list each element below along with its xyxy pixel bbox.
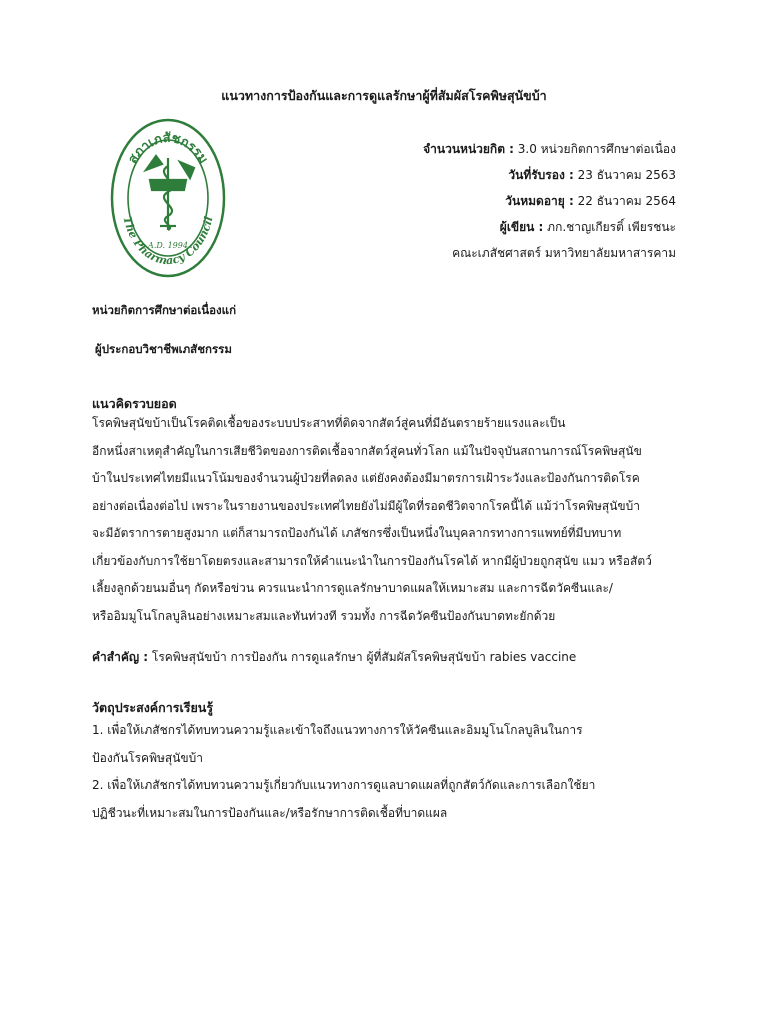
summary-line: เกี่ยวข้องกับการใช้ยาโดยตรงและสามารถให้คำแนะนำในการป้องกันโรคได้ หากมีผู้ป่วยถูกสุนัข แมว หรือสัตว์	[92, 553, 652, 568]
credit-unit-audience: ผู้ประกอบวิชาชีพเภสัชกรรม	[95, 342, 232, 356]
keywords-value: โรคพิษสุนัขบ้า การป้องกัน การดูแลรักษา ผู้ที่สัมผัสโรคพิษสุนัขบ้า rabies vaccine	[151, 650, 577, 664]
author-row	[256, 214, 676, 240]
summary-line: เลี้ยงลูกด้วยนมอื่นๆ กัดหรือข่วน ควรแนะนำการดูแลรักษาบาดแผลให้เหมาะสม และการฉีดวัคซีนและ/	[92, 581, 613, 595]
summary-line: บ้าในประเทศไทยมีแนวโน้มของจำนวนผู้ป่วยที่ลดลง แต่ยังคงต้องมีมาตรการเฝ้าระวังและป้องกันการติดโรค	[92, 471, 640, 485]
summary-line: จะมีอัตราการตายสูงมาก แต่ก็สามารถป้องกันได้ เภสัชกรซึ่งเป็นหนึ่งในบุคลากรทางการแพทย์ที่มีบทบาท	[92, 526, 622, 540]
credits-label: จำนวนหน่วยกิต :	[423, 142, 514, 156]
summary-line: อย่างต่อเนื่องต่อไป เพราะในรายงานของประเทศไทยยังไม่มีผู้ใดที่รอดชีวิตจากโรคนี้ได้ แม้ว่าโรคพิษสุนัขบ้า	[92, 498, 640, 513]
document-title: แนวทางการป้องกันและการดูแลรักษาผู้ที่สัมผัสโรคพิษสุนัขบ้า	[221, 88, 547, 103]
objective-line: 2. เพื่อให้เภสัชกรได้ทบทวนความรู้เกี่ยวกับแนวทางการดูแลบาดแผลที่ถูกสัตว์กัดและการเลือกใช้ยา	[92, 778, 596, 792]
author-label: ผู้เขียน :	[499, 220, 544, 234]
keywords	[92, 648, 576, 667]
credit-unit-label: หน่วยกิตการศึกษาต่อเนื่องแก่	[92, 303, 237, 317]
summary-line: อีกหนึ่งสาเหตุสำคัญในการเสียชีวิตของการติดเชื้อจากสัตว์สู่คนทั่วโลก แม้ในปัจจุบันสถานการณ์โรคพิษสุนัข	[92, 443, 642, 458]
summary-line: หรืออิมมูโนโกลบูลินอย่างเหมาะสมและทันท่วงที รวมทั้ง การฉีดวัคซีนป้องกันบาดทะยักด้วย	[92, 608, 556, 623]
objective-line: ปฏิชีวนะที่เหมาะสมในการป้องกันและ/หรือรักษาการติดเชื้อที่บาดแผล	[92, 805, 448, 820]
keywords-label: คำสำคัญ :	[92, 650, 149, 664]
expiry-date-label: วันหมดอายุ :	[505, 194, 574, 208]
objectives-heading: วัตถุประสงค์การเรียนรู้	[92, 700, 214, 715]
svg-text:The Pharmacy Council: The Pharmacy Council	[120, 215, 216, 268]
pharmacy-council-seal-logo	[110, 118, 226, 278]
credits-value: 3.0 หน่วยกิตการศึกษาต่อเนื่อง	[517, 142, 676, 156]
approved-date-row	[256, 162, 676, 188]
credits-row	[256, 136, 676, 162]
objective-line: 1. เพื่อให้เภสัชกรได้ทบทวนความรู้และเข้าใจถึงแนวทางการให้วัคซีนและอิมมูโนโกลบูลินในการ	[92, 723, 583, 737]
course-metadata	[256, 136, 676, 266]
objective-line: ป้องกันโรคพิษสุนัขบ้า	[92, 750, 203, 765]
approved-date-value: 23 ธันวาคม 2563	[577, 168, 676, 182]
summary-paragraph	[92, 410, 678, 630]
expiry-date-value: 22 ธันวาคม 2564	[577, 194, 676, 208]
affiliation: คณะเภสัชศาสตร์ มหาวิทยาลัยมหาสารคาม	[452, 246, 676, 260]
svg-text:สภาเภสัชกรรม: สภาเภสัชกรรม	[125, 130, 211, 167]
expiry-date-row	[256, 188, 676, 214]
svg-text:A.D. 1994: A.D. 1994	[148, 241, 188, 250]
summary-line: โรคพิษสุนัขบ้าเป็นโรคติดเชื้อของระบบประสาทที่ติดจากสัตว์สู่คนที่มีอันตรายร้ายแรงและเป็น	[92, 416, 566, 430]
approved-date-label: วันที่รับรอง :	[508, 168, 574, 182]
objectives-list	[92, 717, 678, 827]
author-value: ภก.ชาญเกียรติ์ เพียรชนะ	[547, 220, 676, 234]
summary-heading: แนวคิดรวบยอด	[92, 396, 177, 411]
